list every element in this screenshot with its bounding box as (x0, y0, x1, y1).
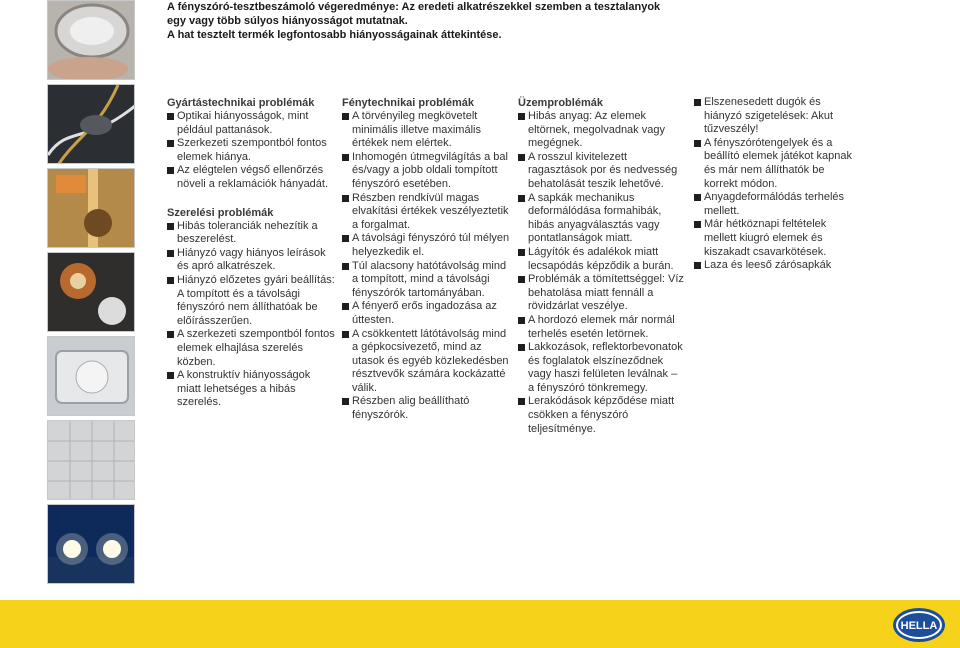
square-bullet-icon (167, 372, 174, 379)
square-bullet-icon (518, 317, 525, 324)
list-item-line: helyezkedik el. (352, 245, 425, 258)
list-item (342, 395, 510, 422)
list-item (167, 247, 335, 274)
list-item (167, 220, 335, 247)
footer-band (0, 600, 960, 648)
list-item-line: Anyagdeformálódás terhelés (704, 191, 845, 204)
square-bullet-icon (694, 221, 701, 228)
list-item-line: és/vagy a jobb oldali tompított (352, 164, 498, 177)
photo-lens-closeup (47, 420, 135, 500)
square-bullet-icon (167, 223, 174, 230)
list-item-line: Részben rendkívül magas (352, 191, 480, 204)
list-item (518, 192, 686, 246)
list-item-line: Optikai hiányosságok, mint (177, 110, 309, 122)
square-bullet-icon (342, 303, 349, 310)
square-bullet-icon (342, 195, 349, 202)
list-item-line: például pattanások. (177, 123, 273, 136)
list-item-line: minimális illetve maximális (352, 123, 481, 136)
list-item-line: A szerkezeti szempontból fontos (177, 328, 335, 341)
square-bullet-icon (694, 194, 701, 201)
list-item-line: A rosszul kivitelezett (528, 150, 628, 163)
list-item-line: A fényerő erős ingadozása az (352, 300, 497, 313)
list-item-line: Hibás anyag: Az elemek (528, 110, 647, 122)
list-item-line: Inhomogén útmegvilágítás a bal (352, 150, 508, 163)
hella-logo (892, 607, 946, 643)
list-item-line: közben. (177, 355, 216, 368)
photo-headlamp-hands (47, 0, 135, 80)
square-bullet-icon (518, 398, 525, 405)
list-item (518, 246, 686, 273)
list-item-line: tűzveszély! (704, 123, 759, 136)
section-title: Szerelési problémák (167, 206, 274, 219)
list-item (518, 151, 686, 192)
list-item-line: A hordozó elemek már normál (528, 313, 675, 326)
list-item-line: értékek nem elértek. (352, 137, 452, 150)
list-item (167, 137, 335, 164)
list-item-line: és már nem állíthatók be (704, 163, 825, 176)
photo-car-night (47, 504, 135, 584)
square-bullet-icon (167, 140, 174, 147)
square-bullet-icon (518, 113, 525, 120)
list-item (342, 328, 510, 396)
list-item-line: terhelés esetén letörnek. (528, 327, 649, 340)
list-item-line: Laza és leeső zárósapkák (704, 259, 832, 272)
list-item-line: A konstruktív hiányosságok (177, 369, 311, 382)
list-item-line: Részben alig beállítható (352, 395, 470, 408)
list-item (694, 259, 862, 273)
list-item-line: mellett kiugró elemek és (704, 231, 823, 244)
list-item-line: Hiányzó vagy hiányos leírások (177, 246, 326, 259)
square-bullet-icon (342, 113, 349, 120)
square-bullet-icon (342, 331, 349, 338)
square-bullet-icon (518, 344, 525, 351)
square-bullet-icon (167, 277, 174, 284)
list-item (694, 137, 862, 191)
list-item-line: kiszakadt csavarkötések. (704, 245, 827, 258)
list-item (342, 260, 510, 301)
square-bullet-icon (167, 250, 174, 257)
intro-line: A fényszóró-tesztbeszámoló végeredménye: Az eredeti alkatrészekkel szemben a tesztalanyok (167, 1, 661, 13)
list-item-line: megégnek. (528, 137, 583, 150)
square-bullet-icon (167, 167, 174, 174)
list-item-line: növeli a reklamációk hányadát. (177, 177, 329, 190)
list-item-line: lecsapódás képződik a burán. (528, 259, 674, 272)
photo-bulb-socket (47, 252, 135, 332)
list-item (342, 300, 510, 327)
list-item-line: és foglalatok elszíneződnek (528, 354, 664, 367)
list-item-line: eltörnek, megolvadnak vagy (528, 123, 665, 136)
list-item-line: hiányzó szigetelések: Akut (704, 109, 834, 122)
list-item-line: szerelés. (177, 396, 222, 409)
list-item-line: elemek elhajlása szerelés (177, 341, 303, 354)
square-bullet-icon (518, 249, 525, 256)
list-item (167, 328, 335, 369)
list-item (518, 110, 686, 151)
list-item-line: hibás anyagválasztás vagy (528, 218, 660, 231)
list-item-line: csökken a fényszóró (528, 409, 629, 422)
list-item-line: a tompított, mind a távolsági (352, 273, 490, 286)
photo-bulb-connector (47, 168, 135, 248)
list-item-line: miatt lehetséges a hibás (177, 382, 296, 395)
intro-line: egy vagy több súlyos hiányosságot mutatnak. (167, 15, 408, 27)
list-item-line: és apró alkatrészek. (177, 260, 276, 273)
list-item-line: utasok és egyéb közlekedésben (352, 354, 509, 367)
list-item-line: fényszóró nem állíthatóak be (177, 301, 318, 314)
intro-text (167, 0, 727, 42)
square-bullet-icon (518, 154, 525, 161)
list-item (342, 110, 510, 151)
list-item-line: fényszóró esetében. (352, 177, 452, 190)
photo-headlamp-housing (47, 336, 135, 416)
list-item (342, 192, 510, 233)
list-item (518, 341, 686, 395)
list-item (167, 110, 335, 137)
list-item-line: úttesten. (352, 313, 395, 326)
list-item (518, 395, 686, 436)
list-item-line: Hiányzó előzetes gyári beállítás: (177, 273, 335, 286)
square-bullet-icon (694, 262, 701, 269)
square-bullet-icon (167, 331, 174, 338)
list-item-line: rövidzárlat veszélye. (528, 300, 628, 313)
photo-wires-dark (47, 84, 135, 164)
list-item (694, 191, 862, 218)
list-item (342, 151, 510, 192)
list-item-line: válik. (352, 381, 378, 394)
list-item (167, 274, 335, 328)
list-item-line: beszerelést. (177, 233, 237, 246)
list-item-line: Túl alacsony hatótávolság mind (352, 259, 507, 272)
section-title: Fénytechnikai problémák (342, 97, 475, 109)
list-item-line: Lakkozások, reflektorbevonatok (528, 341, 683, 354)
square-bullet-icon (694, 99, 701, 106)
square-bullet-icon (342, 235, 349, 242)
list-item-line: A törvényileg megkövetelt (352, 110, 478, 122)
list-item-line: A fényszórótengelyek és a (704, 136, 833, 149)
list-item (167, 164, 335, 191)
list-item-line: a gépkocsivezető, mind az (352, 341, 482, 354)
list-item (694, 96, 862, 137)
column-2 (342, 96, 510, 423)
list-item-line: Hibás toleranciák nehezítik a (177, 219, 318, 232)
list-item (167, 369, 335, 410)
list-item-line: ragasztások por és nedvesség (528, 164, 678, 177)
list-item-line: a fényszóró tönkremegy. (528, 381, 648, 394)
list-item (518, 273, 686, 314)
list-item (694, 218, 862, 259)
logo-text: HELLA (900, 620, 938, 632)
square-bullet-icon (342, 398, 349, 405)
square-bullet-icon (342, 263, 349, 270)
list-item (518, 314, 686, 341)
list-item-line: a forgalmat. (352, 218, 411, 231)
list-item (342, 232, 510, 259)
list-item-line: behatolása miatt fennáll a (528, 286, 654, 299)
square-bullet-icon (167, 113, 174, 120)
list-item-line: pontatlanságok miatt. (528, 232, 633, 245)
list-item-line: A sapkák mechanikus (528, 191, 635, 204)
list-item-line: Már hétköznapi feltételek (704, 218, 827, 231)
list-item-line: előírásszerűen. (177, 314, 253, 327)
list-item-line: teljesítménye. (528, 422, 596, 435)
list-item-line: elvakítási értékek veszélyeztetik (352, 205, 509, 218)
list-item-line: Szerkezeti szempontból fontos (177, 137, 327, 150)
list-item-line: Problémák a tömítettséggel: Víz (528, 273, 684, 286)
list-item-line: fényszórók tartományában. (352, 286, 485, 299)
list-item-line: elemek hiánya. (177, 150, 251, 163)
list-item-line: Az elégtelen végső ellenőrzés (177, 164, 324, 177)
square-bullet-icon (694, 140, 701, 147)
list-item-line: Elszenesedett dugók és (704, 96, 821, 108)
list-item-line: A távolsági fényszóró túl mélyen (352, 232, 510, 245)
column-3 (518, 96, 686, 436)
section-title: Üzemproblémák (518, 97, 603, 109)
list-item-line: mellett. (704, 204, 740, 217)
intro-line: A hat tesztelt termék legfontosabb hiányosságainak áttekintése. (167, 29, 502, 41)
list-item-line: deformálódása formahibák, (528, 205, 662, 218)
column-1 (167, 96, 335, 410)
square-bullet-icon (518, 195, 525, 202)
square-bullet-icon (342, 154, 349, 161)
list-item-line: Lerakódások képződése miatt (528, 395, 675, 408)
list-item-line: résztvevők számára kockázatté (352, 368, 506, 381)
square-bullet-icon (518, 276, 525, 283)
list-item-line: Lágyítók és adalékok miatt (528, 245, 659, 258)
list-item-line: A csökkentett látótávolság mind (352, 327, 507, 340)
list-item-line: beállító elemek játékot kapnak (704, 150, 852, 163)
list-item-line: fényszórók. (352, 409, 409, 422)
list-item-line: korrekt módon. (704, 177, 778, 190)
list-item-line: A tompított és a távolsági (177, 287, 300, 300)
list-item-line: behatolását teszik lehetővé. (528, 177, 664, 190)
list-item-line: vagy haszi felületen leválnak – (528, 368, 678, 381)
column-4 (694, 96, 862, 273)
section-title: Gyártástechnikai problémák (167, 97, 315, 109)
